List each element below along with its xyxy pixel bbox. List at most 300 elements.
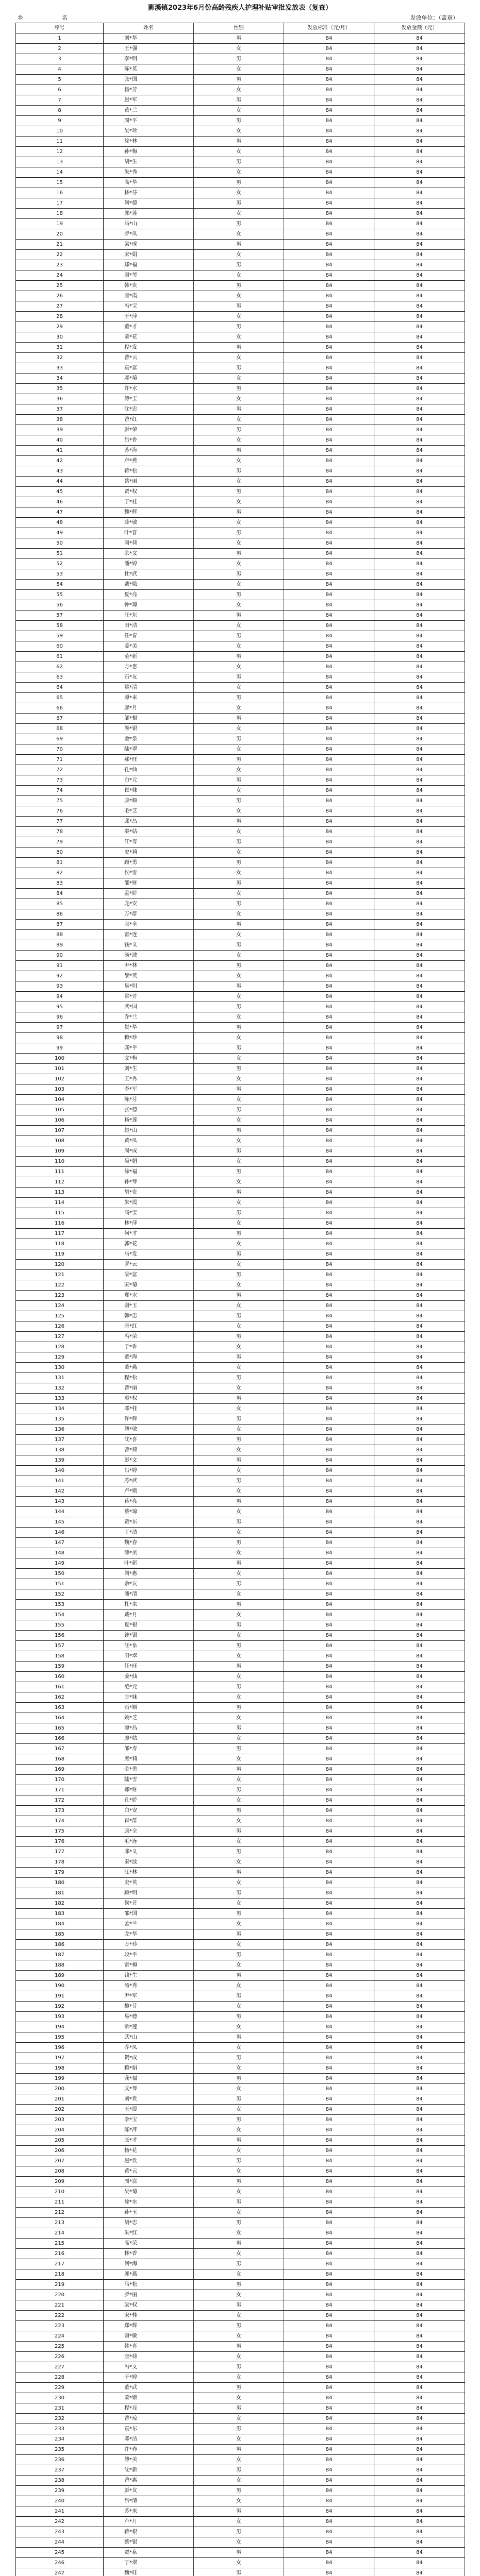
cell-amount: 84	[374, 1981, 465, 1991]
cell-gender: 女	[194, 559, 284, 569]
cell-index: 108	[16, 1136, 104, 1146]
cell-standard: 84	[284, 992, 374, 1002]
cell-standard: 84	[284, 1641, 374, 1651]
cell-standard: 84	[284, 425, 374, 435]
cell-standard: 84	[284, 2053, 374, 2063]
cell-standard: 84	[284, 2063, 374, 2074]
cell-name: 孔*娇	[104, 1795, 194, 1806]
cell-gender: 男	[194, 1620, 284, 1631]
cell-standard: 84	[284, 1188, 374, 1198]
table-row	[16, 1157, 465, 1167]
cell-index: 28	[16, 312, 104, 322]
cell-index: 7	[16, 95, 104, 106]
cell-name: 蔡*银	[104, 2537, 194, 2548]
cell-index: 43	[16, 466, 104, 477]
cell-amount: 84	[374, 425, 465, 435]
cell-amount: 84	[374, 1589, 465, 1600]
cell-name: 郭*燕	[104, 2269, 194, 2280]
cell-standard: 84	[284, 1435, 374, 1445]
cell-gender: 女	[194, 2311, 284, 2321]
table-row	[16, 1528, 465, 1538]
table-row	[16, 456, 465, 466]
cell-amount: 84	[374, 2269, 465, 2280]
cell-index: 239	[16, 2486, 104, 2496]
cell-name: 尹*林	[104, 961, 194, 971]
cell-name: 顾*勇	[104, 858, 194, 868]
table-row	[16, 1373, 465, 1383]
cell-standard: 84	[284, 2259, 374, 2269]
cell-index: 167	[16, 1744, 104, 1754]
cell-gender: 男	[194, 796, 284, 806]
cell-gender: 女	[194, 1837, 284, 1847]
table-row	[16, 198, 465, 209]
cell-gender: 女	[194, 332, 284, 343]
cell-name: 杜*来	[104, 1600, 194, 1610]
cell-name: 汪*东	[104, 611, 194, 621]
table-row	[16, 343, 465, 353]
cell-standard: 84	[284, 611, 374, 621]
cell-standard: 84	[284, 1342, 374, 1352]
cell-name: 许*水	[104, 384, 194, 394]
table-row	[16, 1713, 465, 1723]
cell-index: 88	[16, 930, 104, 940]
cell-index: 215	[16, 2239, 104, 2249]
cell-name: 武*山	[104, 2032, 194, 2043]
cell-gender: 男	[194, 2445, 284, 2455]
cell-standard: 84	[284, 2558, 374, 2568]
cell-amount: 84	[374, 2383, 465, 2393]
cell-index: 13	[16, 157, 104, 167]
cell-index: 234	[16, 2434, 104, 2445]
cell-index: 107	[16, 1126, 104, 1136]
cell-name: 段*全	[104, 920, 194, 930]
cell-amount: 84	[374, 2002, 465, 2012]
cell-gender: 男	[194, 343, 284, 353]
table-row	[16, 415, 465, 425]
table-row	[16, 1981, 465, 1991]
cell-standard: 84	[284, 1291, 374, 1301]
table-row	[16, 33, 465, 44]
cell-amount: 84	[374, 848, 465, 858]
cell-standard: 84	[284, 641, 374, 652]
cell-name: 尹*军	[104, 1991, 194, 2002]
cell-standard: 84	[284, 75, 374, 85]
cell-name: 汤*秀	[104, 1981, 194, 1991]
table-row	[16, 1074, 465, 1084]
cell-name: 胡*生	[104, 157, 194, 167]
cell-amount: 84	[374, 2321, 465, 2331]
cell-standard: 84	[284, 2465, 374, 2476]
cell-index: 84	[16, 889, 104, 899]
table-row	[16, 600, 465, 611]
cell-gender: 女	[194, 126, 284, 137]
cell-gender: 女	[194, 2331, 284, 2342]
cell-name: 萧*娥	[104, 2393, 194, 2403]
cell-standard: 84	[284, 1218, 374, 1229]
cell-index: 233	[16, 2424, 104, 2434]
table-row	[16, 981, 465, 992]
cell-index: 114	[16, 1198, 104, 1208]
cell-standard: 84	[284, 301, 374, 312]
cell-index: 149	[16, 1558, 104, 1569]
table-row	[16, 2115, 465, 2125]
cell-amount: 84	[374, 1198, 465, 1208]
cell-amount: 84	[374, 1229, 465, 1239]
cell-gender: 男	[194, 2136, 284, 2146]
cell-index: 80	[16, 848, 104, 858]
table-row	[16, 1806, 465, 1816]
cell-amount: 84	[374, 2177, 465, 2187]
table-row	[16, 1033, 465, 1043]
cell-standard: 84	[284, 714, 374, 724]
cell-gender: 女	[194, 1136, 284, 1146]
cell-name: 贾*泉	[104, 2548, 194, 2558]
cell-index: 137	[16, 1435, 104, 1445]
cell-name: 沈*喜	[104, 1435, 194, 1445]
cell-name: 杨*芳	[104, 85, 194, 95]
cell-amount: 84	[374, 363, 465, 374]
cell-standard: 84	[284, 940, 374, 951]
cell-gender: 女	[194, 827, 284, 837]
cell-standard: 84	[284, 899, 374, 909]
cell-amount: 84	[374, 2372, 465, 2383]
table-row	[16, 1765, 465, 1775]
table-row	[16, 1775, 465, 1785]
cell-standard: 84	[284, 2187, 374, 2197]
table-row	[16, 2548, 465, 2558]
table-row	[16, 2445, 465, 2455]
cell-index: 212	[16, 2208, 104, 2218]
cell-gender: 男	[194, 755, 284, 765]
cell-amount: 84	[374, 1929, 465, 1940]
cell-standard: 84	[284, 1054, 374, 1064]
cell-gender: 男	[194, 2342, 284, 2352]
cell-index: 143	[16, 1497, 104, 1507]
table-row	[16, 75, 465, 85]
cell-index: 91	[16, 961, 104, 971]
cell-gender: 女	[194, 2476, 284, 2486]
table-row	[16, 394, 465, 404]
cell-standard: 84	[284, 1610, 374, 1620]
cell-gender: 男	[194, 1991, 284, 2002]
cell-index: 228	[16, 2372, 104, 2383]
cell-name: 王*秀	[104, 1074, 194, 1084]
cell-amount: 84	[374, 229, 465, 240]
cell-gender: 男	[194, 1146, 284, 1157]
cell-gender: 女	[194, 1177, 284, 1188]
cell-standard: 84	[284, 384, 374, 394]
cell-index: 121	[16, 1270, 104, 1280]
cell-standard: 84	[284, 889, 374, 899]
cell-gender: 男	[194, 549, 284, 559]
cell-standard: 84	[284, 569, 374, 580]
cell-amount: 84	[374, 1105, 465, 1115]
table-row	[16, 2166, 465, 2177]
cell-name: 金*泉	[104, 734, 194, 744]
cell-gender: 女	[194, 270, 284, 281]
cell-standard: 84	[284, 2269, 374, 2280]
cell-gender: 男	[194, 1394, 284, 1404]
cell-name: 李*宝	[104, 2115, 194, 2125]
cell-gender: 男	[194, 1971, 284, 1981]
table-row	[16, 1940, 465, 1950]
cell-name: 吴*菊	[104, 2187, 194, 2197]
cell-amount: 84	[374, 1620, 465, 1631]
cell-name: 黄*兰	[104, 106, 194, 116]
cell-gender: 女	[194, 2022, 284, 2032]
cell-name: 孙*玉	[104, 2208, 194, 2218]
cell-index: 90	[16, 951, 104, 961]
cell-gender: 女	[194, 2393, 284, 2403]
cell-amount: 84	[374, 147, 465, 157]
cell-gender: 男	[194, 1950, 284, 1960]
cell-gender: 女	[194, 1012, 284, 1023]
cell-index: 6	[16, 85, 104, 95]
table-row	[16, 848, 465, 858]
cell-gender: 男	[194, 1249, 284, 1260]
table-row	[16, 1404, 465, 1414]
cell-index: 181	[16, 1888, 104, 1899]
cell-amount: 84	[374, 106, 465, 116]
cell-standard: 84	[284, 961, 374, 971]
table-row	[16, 167, 465, 178]
table-row	[16, 683, 465, 693]
cell-gender: 女	[194, 2558, 284, 2568]
cell-gender: 女	[194, 477, 284, 487]
cell-standard: 84	[284, 116, 374, 126]
table-row	[16, 1558, 465, 1569]
cell-name: 曹*琼	[104, 2414, 194, 2424]
cell-gender: 男	[194, 940, 284, 951]
table-row	[16, 1538, 465, 1548]
cell-index: 9	[16, 116, 104, 126]
cell-amount: 84	[374, 2455, 465, 2465]
cell-amount: 84	[374, 2311, 465, 2321]
cell-amount: 84	[374, 1260, 465, 1270]
cell-standard: 84	[284, 1455, 374, 1466]
cell-name: 蒋*松	[104, 466, 194, 477]
cell-index: 237	[16, 2465, 104, 2476]
cell-gender: 女	[194, 1466, 284, 1476]
cell-amount: 84	[374, 1909, 465, 1919]
cell-gender: 女	[194, 188, 284, 198]
cell-name: 于*萍	[104, 312, 194, 322]
cell-standard: 84	[284, 1497, 374, 1507]
cell-name: 谢*玉	[104, 1301, 194, 1311]
cell-amount: 84	[374, 909, 465, 920]
cell-gender: 男	[194, 590, 284, 600]
table-row	[16, 497, 465, 507]
cell-amount: 84	[374, 137, 465, 147]
cell-amount: 84	[374, 878, 465, 889]
cell-amount: 84	[374, 2125, 465, 2136]
table-row	[16, 765, 465, 775]
cell-amount: 84	[374, 1270, 465, 1280]
cell-gender: 男	[194, 878, 284, 889]
cell-standard: 84	[284, 2002, 374, 2012]
cell-gender: 男	[194, 1517, 284, 1528]
cell-gender: 男	[194, 301, 284, 312]
cell-gender: 男	[194, 507, 284, 518]
cell-index: 57	[16, 611, 104, 621]
cell-standard: 84	[284, 157, 374, 167]
cell-index: 208	[16, 2166, 104, 2177]
cell-gender: 女	[194, 2537, 284, 2548]
cell-amount: 84	[374, 2331, 465, 2342]
cell-standard: 84	[284, 1136, 374, 1146]
cell-gender: 男	[194, 1455, 284, 1466]
table-row	[16, 2290, 465, 2300]
cell-standard: 84	[284, 1105, 374, 1115]
cell-index: 23	[16, 260, 104, 270]
cell-index: 92	[16, 971, 104, 981]
cell-amount: 84	[374, 2568, 465, 2576]
cell-index: 33	[16, 363, 104, 374]
cell-name: 江*寿	[104, 837, 194, 848]
cell-standard: 84	[284, 2290, 374, 2300]
cell-gender: 女	[194, 1734, 284, 1744]
cell-amount: 84	[374, 1816, 465, 1826]
table-row	[16, 1723, 465, 1734]
table-row	[16, 466, 465, 477]
cell-gender: 男	[194, 2486, 284, 2496]
cell-gender: 女	[194, 1363, 284, 1373]
cell-standard: 84	[284, 1754, 374, 1765]
cell-gender: 女	[194, 2352, 284, 2362]
table-row	[16, 2218, 465, 2228]
cell-gender: 男	[194, 1806, 284, 1816]
cell-standard: 84	[284, 240, 374, 250]
cell-gender: 男	[194, 981, 284, 992]
cell-index: 218	[16, 2269, 104, 2280]
table-row	[16, 1651, 465, 1662]
cell-amount: 84	[374, 64, 465, 75]
cell-gender: 女	[194, 600, 284, 611]
cell-name: 崔*群	[104, 1816, 194, 1826]
cell-gender: 女	[194, 538, 284, 549]
cell-index: 161	[16, 1682, 104, 1692]
cell-index: 173	[16, 1806, 104, 1816]
cell-name: 钟*琼	[104, 600, 194, 611]
cell-amount: 84	[374, 260, 465, 270]
cell-amount: 84	[374, 1095, 465, 1105]
cell-index: 224	[16, 2331, 104, 2342]
cell-amount: 84	[374, 1177, 465, 1188]
cell-index: 144	[16, 1507, 104, 1517]
cell-name: 沈*新	[104, 2465, 194, 2476]
table-row	[16, 2197, 465, 2208]
cell-index: 95	[16, 1002, 104, 1012]
cell-amount: 84	[374, 1352, 465, 1363]
table-row	[16, 1548, 465, 1558]
cell-index: 214	[16, 2228, 104, 2239]
table-row	[16, 1321, 465, 1332]
table-row	[16, 1188, 465, 1198]
cell-name: 郑*水	[104, 1291, 194, 1301]
cell-amount: 84	[374, 1146, 465, 1157]
cell-gender: 女	[194, 848, 284, 858]
cell-standard: 84	[284, 1816, 374, 1826]
cell-name: 戴*娥	[104, 580, 194, 590]
cell-name: 雷*连	[104, 930, 194, 940]
table-row	[16, 2105, 465, 2115]
table-row	[16, 992, 465, 1002]
cell-amount: 84	[374, 1497, 465, 1507]
cell-amount: 84	[374, 961, 465, 971]
table-row	[16, 2434, 465, 2445]
table-row	[16, 1857, 465, 1868]
cell-name: 梁*成	[104, 240, 194, 250]
cell-index: 160	[16, 1672, 104, 1682]
cell-amount: 84	[374, 2043, 465, 2053]
table-row	[16, 1991, 465, 2002]
cell-standard: 84	[284, 312, 374, 322]
cell-name: 韩*喜	[104, 2342, 194, 2352]
cell-amount: 84	[374, 1775, 465, 1785]
cell-amount: 84	[374, 559, 465, 569]
cell-amount: 84	[374, 1476, 465, 1486]
cell-amount: 84	[374, 1991, 465, 2002]
cell-name: 程*松	[104, 1373, 194, 1383]
cell-amount: 84	[374, 188, 465, 198]
cell-gender: 男	[194, 1126, 284, 1136]
cell-name: 石*顺	[104, 1703, 194, 1713]
cell-amount: 84	[374, 1610, 465, 1620]
cell-name: 宋*娟	[104, 250, 194, 260]
table-row	[16, 2280, 465, 2290]
cell-amount: 84	[374, 951, 465, 961]
cell-name: 侯*芳	[104, 1899, 194, 1909]
cell-standard: 84	[284, 2249, 374, 2259]
cell-amount: 84	[374, 2053, 465, 2063]
cell-amount: 84	[374, 1425, 465, 1435]
cell-gender: 女	[194, 435, 284, 446]
cell-standard: 84	[284, 1971, 374, 1981]
cell-index: 180	[16, 1878, 104, 1888]
cell-gender: 男	[194, 446, 284, 456]
cell-gender: 女	[194, 1548, 284, 1558]
cell-name: 袁*东	[104, 2424, 194, 2434]
cell-standard: 84	[284, 1425, 374, 1435]
cell-name: 叶*喜	[104, 528, 194, 538]
cell-name: 邓*洁	[104, 2434, 194, 2445]
cell-name: 傅*美	[104, 2455, 194, 2465]
table-row	[16, 2239, 465, 2249]
cell-index: 62	[16, 662, 104, 672]
cell-standard: 84	[284, 796, 374, 806]
cell-amount: 84	[374, 1837, 465, 1847]
cell-standard: 84	[284, 2239, 374, 2249]
cell-standard: 84	[284, 981, 374, 992]
cell-standard: 84	[284, 2383, 374, 2393]
cell-index: 172	[16, 1795, 104, 1806]
cell-standard: 84	[284, 1899, 374, 1909]
cell-index: 150	[16, 1569, 104, 1579]
cell-index: 131	[16, 1373, 104, 1383]
cell-index: 69	[16, 734, 104, 744]
cell-amount: 84	[374, 641, 465, 652]
cell-standard: 84	[284, 1662, 374, 1672]
cell-index: 47	[16, 507, 104, 518]
table-row	[16, 868, 465, 878]
cell-gender: 女	[194, 1919, 284, 1929]
cell-gender: 女	[194, 2269, 284, 2280]
cell-amount: 84	[374, 1888, 465, 1899]
cell-gender: 男	[194, 1167, 284, 1177]
table-row	[16, 1826, 465, 1837]
cell-gender: 男	[194, 693, 284, 703]
cell-standard: 84	[284, 343, 374, 353]
